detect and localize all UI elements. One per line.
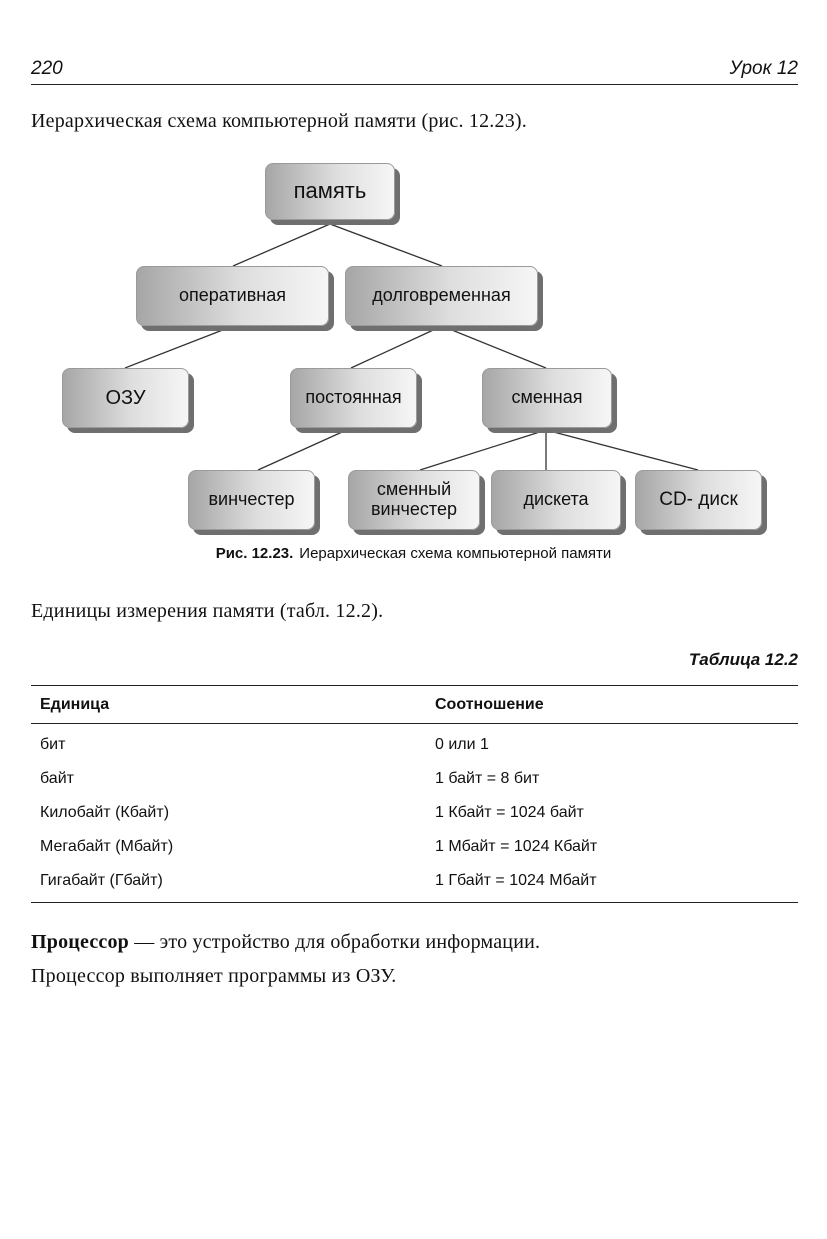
page-number: 220	[31, 58, 63, 79]
table-cell: 1 Кбайт = 1024 байт	[435, 804, 584, 821]
edge-removable-removable-hdd	[420, 430, 546, 470]
node-hdd: винчестер	[188, 470, 315, 530]
table-cell: байт	[40, 770, 74, 787]
node-floppy: дискета	[491, 470, 621, 530]
processor-definition	[31, 931, 540, 954]
table-row	[31, 762, 798, 796]
table-row	[31, 796, 798, 830]
table-cell: 1 Мбайт = 1024 Кбайт	[435, 838, 598, 855]
node-cd: CD- диск	[635, 470, 762, 530]
table-cell: 1 байт = 8 бит	[435, 770, 540, 787]
node-removable-hdd-line1: сменный	[376, 479, 452, 500]
units-table	[31, 685, 798, 903]
column-header-ratio: Соотношение	[425, 686, 798, 724]
node-removable-hdd	[348, 470, 480, 530]
node-ram-type: оперативная	[136, 266, 329, 326]
processor-line2: Процессор выполняет программы из ОЗУ.	[31, 965, 397, 987]
table-cell: 0 или 1	[435, 736, 489, 753]
node-memory: память	[265, 163, 395, 220]
caption-text: Иерархическая схема компьютерной памяти	[299, 545, 612, 562]
table-cell: 1 Гбайт = 1024 Мбайт	[425, 864, 798, 903]
table-cell: Гигабайт (Гбайт)	[31, 864, 425, 903]
table-header-row	[31, 686, 798, 724]
units-paragraph: Единицы измерения памяти (табл. 12.2).	[31, 600, 384, 622]
caption-label: Рис. 12.23.	[215, 545, 294, 562]
page-header	[31, 58, 798, 85]
figure-caption	[0, 545, 827, 562]
edge-memory-ram	[233, 224, 330, 266]
table-cell: Килобайт (Кбайт)	[40, 804, 170, 821]
column-header-unit: Единица	[31, 686, 425, 724]
processor-term: Процессор	[31, 931, 130, 953]
table-row	[31, 830, 798, 864]
table-cell: Мегабайт (Мбайт)	[40, 838, 174, 855]
processor-definition-text: — это устройство для обработки информации.	[129, 931, 541, 953]
table-cell: бит	[40, 736, 66, 753]
edge-longterm-permanent	[351, 326, 442, 368]
edge-memory-longterm	[330, 224, 442, 266]
node-ozu: ОЗУ	[62, 368, 189, 428]
table-row	[31, 724, 798, 763]
table-title: Таблица 12.2	[688, 650, 798, 669]
edge-ram-ozu	[125, 326, 233, 368]
node-removable-hdd-line2: винчестер	[370, 499, 457, 519]
node-removable: сменная	[482, 368, 612, 428]
table-row	[31, 864, 798, 903]
edge-longterm-removable	[442, 326, 546, 368]
chapter-title: Урок 12	[729, 58, 798, 79]
intro-paragraph: Иерархическая схема компьютерной памяти (рис. 12.23).	[31, 110, 527, 132]
node-permanent: постоянная	[290, 368, 417, 428]
node-longterm: долговременная	[345, 266, 538, 326]
edge-permanent-hdd	[258, 428, 351, 470]
edge-removable-cd	[546, 430, 698, 470]
